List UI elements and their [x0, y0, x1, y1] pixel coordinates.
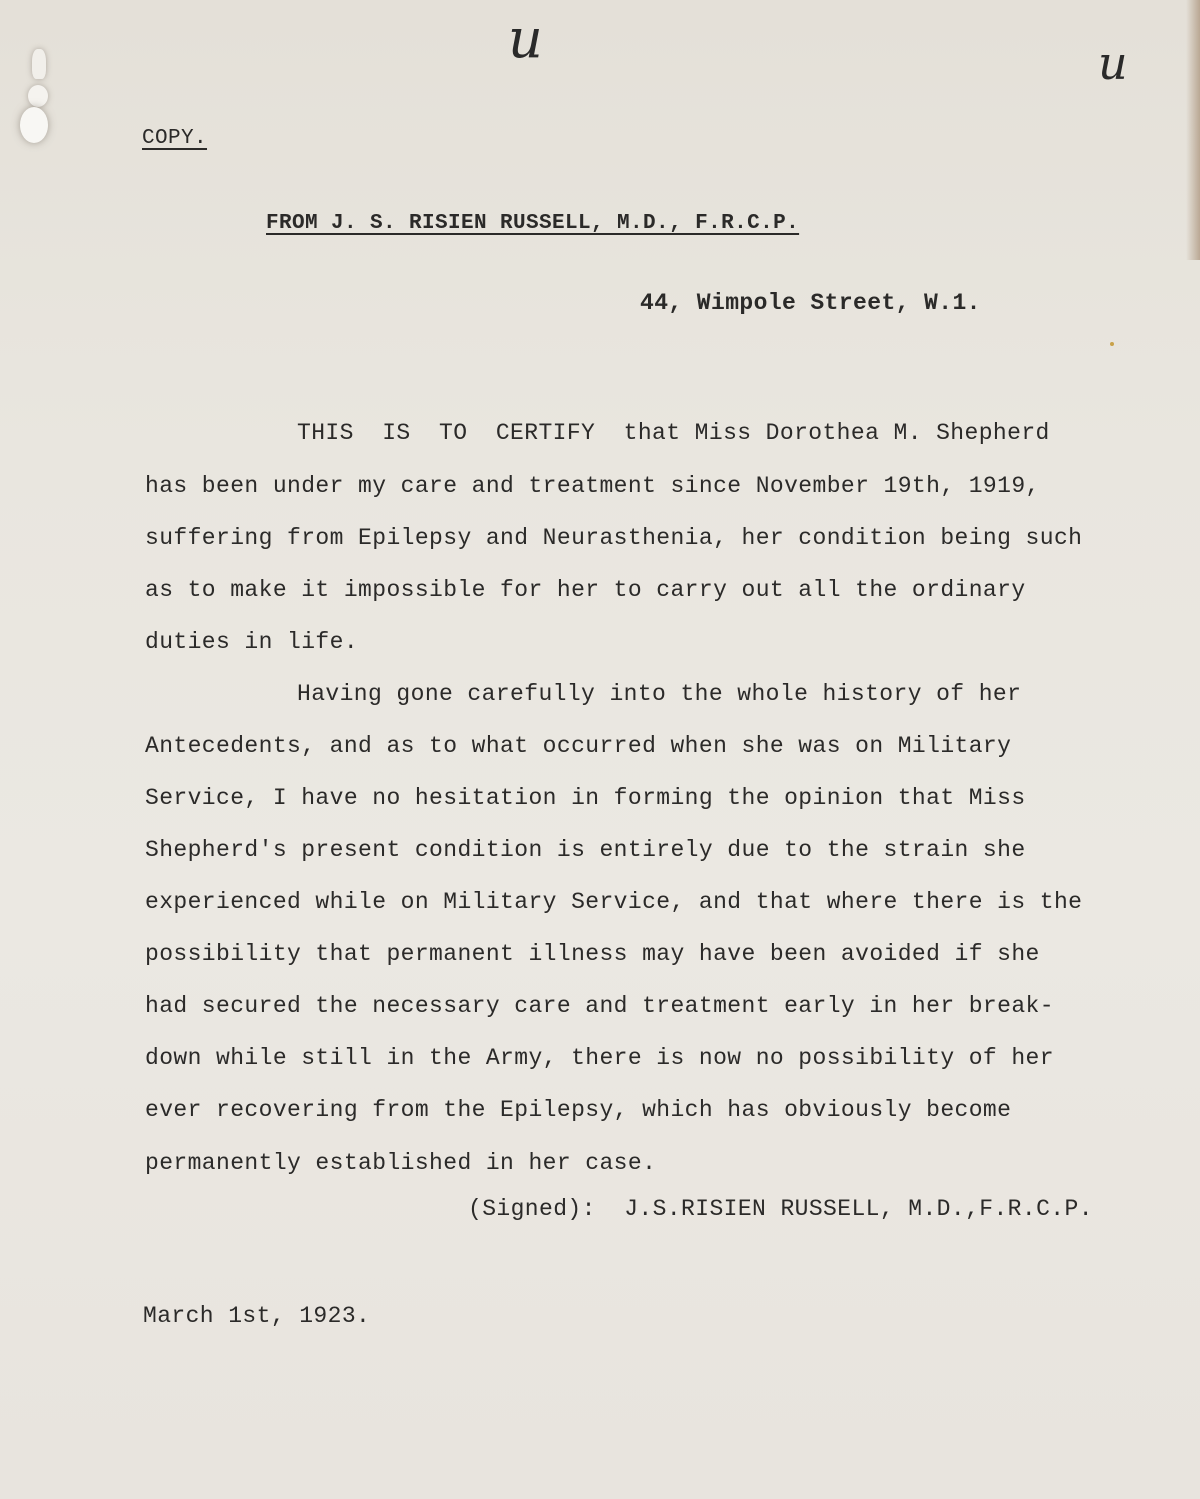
text-line: permanently established in her case. [145, 1150, 657, 1176]
text-line: down while still in the Army, there is now no possibility of her [145, 1045, 1054, 1071]
text-line: Shepherd's present condition is entirely due to the strain she [145, 837, 1026, 863]
text-line: has been under my care and treatment since November 19th, 1919, [145, 473, 1040, 499]
text-line: as to make it impossible for her to carry out all the ordinary [145, 577, 1026, 603]
text-line: experienced while on Military Service, and that where there is the [145, 889, 1083, 915]
handwritten-mark-right: u [1098, 36, 1128, 90]
text-line: suffering from Epilepsy and Neurasthenia, her condition being such [145, 525, 1083, 551]
text-line: had secured the necessary care and treatment early in her break- [145, 993, 1054, 1019]
text-line: possibility that permanent illness may have been avoided if she [145, 941, 1040, 967]
text-line: Having gone carefully into the whole history of her [297, 681, 1022, 707]
signature-line: (Signed): J.S.RISIEN RUSSELL, M.D.,F.R.C.P. [468, 1196, 1093, 1222]
letterhead-from-line: FROM J. S. RISIEN RUSSELL, M.D., F.R.C.P. [266, 212, 800, 235]
address: 44, Wimpole Street, W.1. [640, 290, 981, 316]
paper-speck [1110, 342, 1114, 346]
text-line: Antecedents, and as to what occurred when she was on Military [145, 733, 1012, 759]
handwritten-mark-center: u [508, 7, 543, 70]
text-line: THIS IS TO CERTIFY that Miss Dorothea M. Shepherd [297, 420, 1050, 446]
text-line: ever recovering from the Epilepsy, which has obviously become [145, 1097, 1012, 1123]
text-line: duties in life. [145, 629, 359, 655]
text-line: Service, I have no hesitation in forming the opinion that Miss [145, 785, 1026, 811]
document-date: March 1st, 1923. [143, 1303, 371, 1329]
copy-label: COPY. [142, 127, 208, 150]
punch-hole-damage [18, 45, 58, 155]
paper-edge-shadow [1186, 0, 1200, 260]
